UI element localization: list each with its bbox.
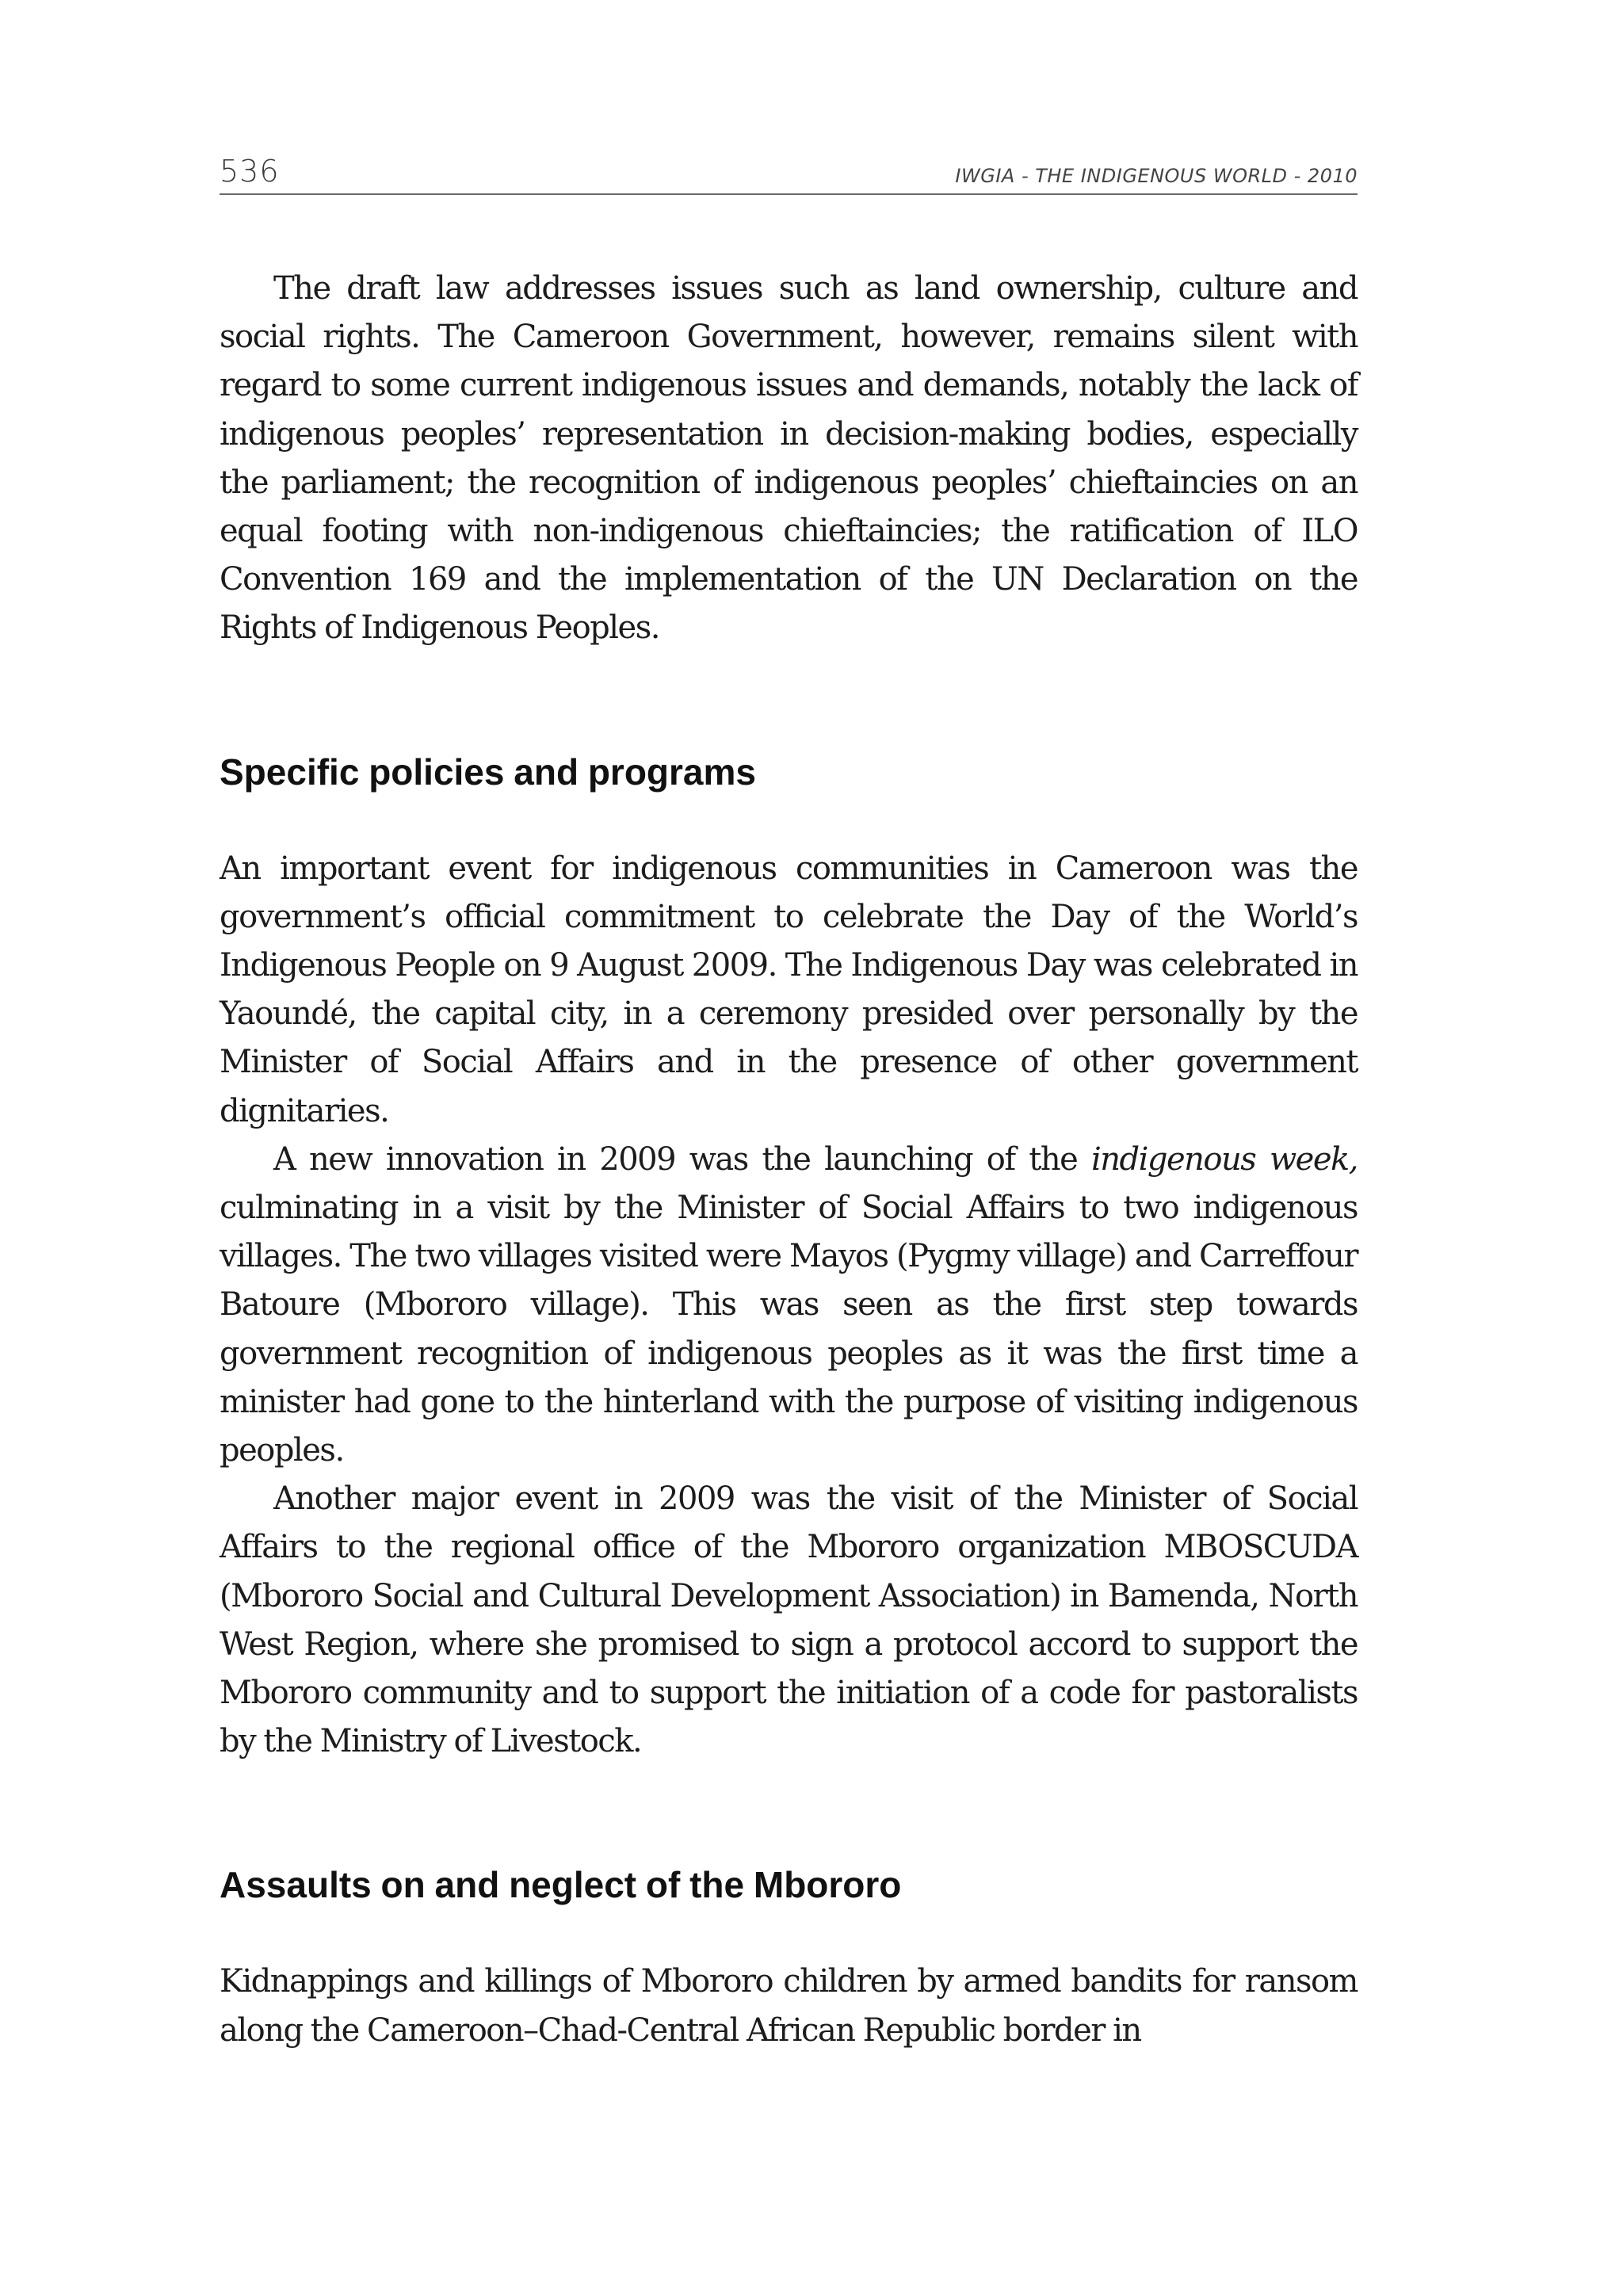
paragraph-draft-law: The draft law addresses issues such as land ownership, culture and social rights. The Cameroon Government, however, remains silent with regard to some current indigenous issues and demands, notably the lack of indigenous peoples’ representation in decision-making bodies, especially the parliament; the recognition of indigenous peoples’ chieftaincies on an equal footing with non-indigenous chieftaincies; the ratification of ILO Convention 169 and the implementation of the UN Declaration on the Rights of Indigenous Peoples. xyxy=(220,270,1358,647)
body-text xyxy=(220,265,1358,2055)
section-heading-assaults: Assaults on and neglect of the Mbororo xyxy=(220,1864,902,1906)
italic-term: indigenous week, xyxy=(1090,1140,1358,1178)
paragraph-kidnappings: Kidnappings and killings of Mbororo children by armed bandits for ransom along the Cameroon–Chad-Central African Republic border in xyxy=(220,1963,1358,2049)
paragraph-text-end: culminating in a visit by the Minister of Social Affairs to two indigenous villages. The two villages visited were Mayos (Pygmy village) and Carreffour Batoure (Mbororo village). This was seen as the first step towards government recognition of indigenous peoples as it was the first time a minister had gone to the hinterland with the purpose of visiting indigenous peoples. xyxy=(220,1190,1358,1469)
running-header xyxy=(220,152,1358,195)
paragraph-text-start: A new innovation in 2009 was the launching of the xyxy=(273,1140,1091,1178)
paragraph-indigenous-week xyxy=(220,1136,1358,1475)
page-number: 536 xyxy=(220,154,280,189)
running-title: IWGIA - THE INDIGENOUS WORLD - 2010 xyxy=(955,165,1358,187)
paragraph-indigenous-day: An important event for indigenous communities in Cameroon was the government’s official commitment to celebrate the Day of the World’s Indigenous People on 9 August 2009. The Indigenous Day was celebrated in Yaoundé, the capital city, in a ceremony presided over personally by the Minister of Social Affairs and in the presence of other government dignitaries. xyxy=(220,850,1358,1129)
section-heading-policies: Specific policies and programs xyxy=(220,751,756,793)
paragraph-mboscuda-visit: Another major event in 2009 was the visit of the Minister of Social Affairs to the regional office of the Mbororo organization MBOSCUDA (Mbororo Social and Cultural Development Association) in Bamenda, North West Region, where she promised to sign a protocol accord to support the Mbororo community and to support the initiation of a code for pastoralists by the Ministry of Livestock. xyxy=(220,1480,1358,1760)
